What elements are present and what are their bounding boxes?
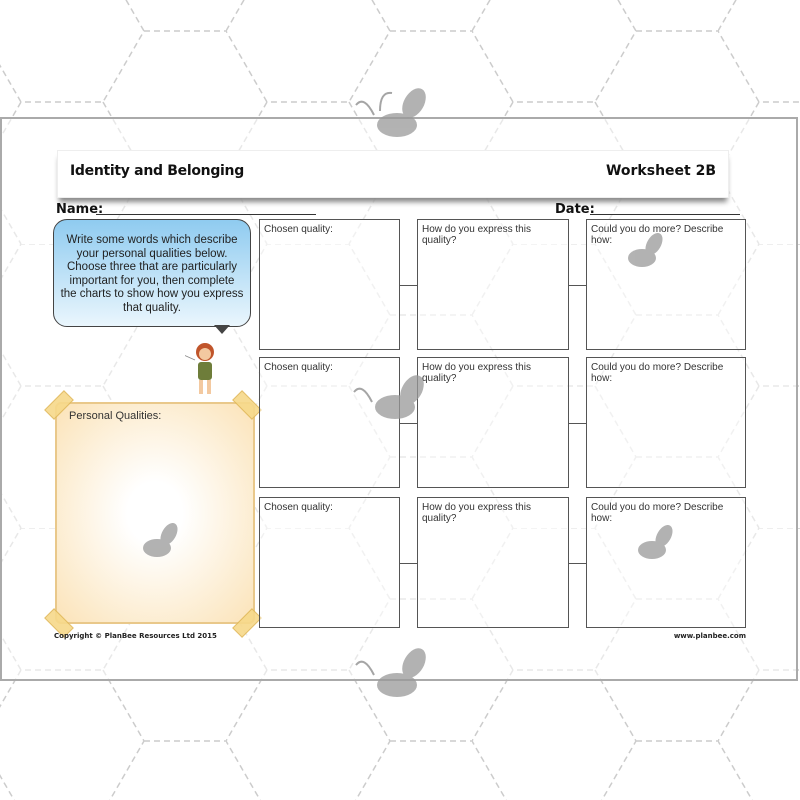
bee-watermark-icon — [352, 85, 437, 145]
instructions-bubble — [53, 219, 251, 327]
bee-watermark-icon — [350, 372, 435, 432]
instructions-text: Write some words which describe your personal qualities below. Choose three that are particularly important for you, then complete the charts to show how you express that quality. — [60, 234, 244, 314]
connector-line — [569, 563, 586, 564]
bubble-tail — [214, 325, 230, 334]
bee-watermark-icon — [620, 522, 680, 567]
worksheet-title: Identity and Belonging — [70, 163, 244, 179]
box-label: Could you do more? Describe how: — [591, 362, 724, 384]
chosen-quality-box-1[interactable] — [259, 219, 400, 350]
date-field[interactable] — [590, 214, 740, 215]
personal-qualities-notepad[interactable] — [55, 402, 255, 624]
connector-line — [569, 423, 586, 424]
personal-qualities-label: Personal Qualities: — [69, 410, 162, 422]
box-label: How do you express this quality? — [422, 502, 531, 524]
connector-line — [400, 285, 417, 286]
express-quality-box-2[interactable] — [417, 357, 569, 488]
copyright-text: Copyright © PlanBee Resources Ltd 2015 — [54, 632, 217, 640]
name-field[interactable] — [96, 214, 316, 215]
express-quality-box-1[interactable] — [417, 219, 569, 350]
child-character-illustration — [185, 340, 225, 402]
box-label: Chosen quality: — [264, 502, 333, 513]
bee-watermark-icon — [125, 520, 185, 565]
bee-watermark-icon — [610, 230, 670, 275]
box-label: How do you express this quality? — [422, 362, 531, 384]
worksheet-header — [57, 150, 729, 198]
box-label: Could you do more? Describe how: — [591, 502, 724, 524]
connector-line — [400, 563, 417, 564]
connector-line — [569, 285, 586, 286]
chosen-quality-box-3[interactable] — [259, 497, 400, 628]
do-more-box-2[interactable] — [586, 357, 746, 488]
box-label: How do you express this quality? — [422, 224, 531, 246]
bee-watermark-icon — [352, 645, 437, 705]
express-quality-box-3[interactable] — [417, 497, 569, 628]
name-label: Name: — [56, 202, 104, 217]
date-label: Date: — [555, 202, 595, 217]
box-label: Could you do more? Describe how: — [591, 224, 724, 246]
box-label: Chosen quality: — [264, 224, 333, 235]
box-label: Chosen quality: — [264, 362, 333, 373]
worksheet-number: Worksheet 2B — [605, 163, 716, 179]
website-text: www.planbee.com — [673, 632, 746, 640]
